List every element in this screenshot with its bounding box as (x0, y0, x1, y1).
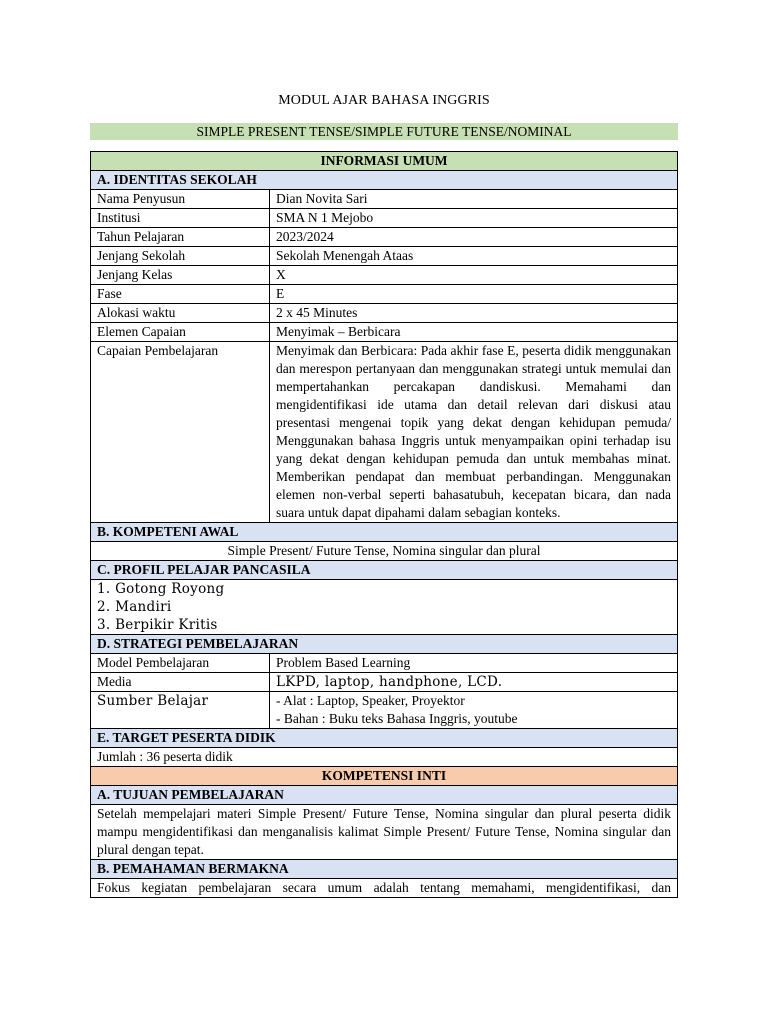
table-row (91, 580, 678, 635)
row-value: Menyimak – Berbicara (270, 323, 678, 342)
row-label: Sumber Belajar (91, 692, 270, 729)
kompetensi-inti-heading: KOMPETENSI INTI (91, 767, 678, 786)
section-profil (91, 561, 678, 580)
strategi-heading: D. STRATEGI PEMBELAJARAN (91, 635, 678, 654)
table-row (91, 285, 678, 304)
table-row (91, 304, 678, 323)
profil-heading: C. PROFIL PELAJAR PANCASILA (91, 561, 678, 580)
informasi-umum-heading: INFORMASI UMUM (91, 152, 678, 171)
row-label: Capaian Pembelajaran (91, 342, 270, 523)
pemahaman-text: Fokus kegiatan pembelajaran secara umum adalah tentang memahami, mengidentifikasi, dan (91, 879, 678, 898)
modul-table (90, 151, 678, 898)
tujuan-text: Setelah mempelajari materi Simple Present/ Future Tense, Nomina singular dan plural peserta didik mampu mengidentifikasi dan menganalisis kalimat Simple Present/ Future Tense, Nomina singular dan plural dengan tepat. (91, 805, 678, 860)
table-row (91, 879, 678, 898)
row-value: Dian Novita Sari (270, 190, 678, 209)
row-value (270, 692, 678, 729)
table-row (91, 209, 678, 228)
list-item: - Alat : Laptop, Speaker, Proyektor (276, 693, 465, 708)
row-label: Elemen Capaian (91, 323, 270, 342)
list-item: 3. Berpikir Kritis (97, 617, 218, 633)
row-label: Jenjang Sekolah (91, 247, 270, 266)
table-row (91, 748, 678, 767)
table-row (91, 692, 678, 729)
target-text: Jumlah : 36 peserta didik (91, 748, 678, 767)
list-item: 1. Gotong Royong (97, 581, 225, 597)
row-label: Tahun Pelajaran (91, 228, 270, 247)
row-label: Alokasi waktu (91, 304, 270, 323)
row-label: Jenjang Kelas (91, 266, 270, 285)
row-value: 2023/2024 (270, 228, 678, 247)
section-tujuan (91, 786, 678, 805)
document-subtitle: SIMPLE PRESENT TENSE/SIMPLE FUTURE TENSE/NOMINAL (90, 123, 678, 140)
table-row (91, 228, 678, 247)
row-label: Fase (91, 285, 270, 304)
row-label: Model Pembelajaran (91, 654, 270, 673)
section-pemahaman (91, 860, 678, 879)
target-heading: E. TARGET PESERTA DIDIK (91, 729, 678, 748)
list-item: - Bahan : Buku teks Bahasa Inggris, youtube (276, 711, 518, 726)
list-item: 2. Mandiri (97, 599, 172, 615)
informasi-umum-header (91, 152, 678, 171)
tujuan-heading: A. TUJUAN PEMBELAJARAN (91, 786, 678, 805)
capaian-pembelajaran-text: Menyimak dan Berbicara: Pada akhir fase E, peserta didik menggunakan dan merespon pertanyaan dan menggunakan strategi untuk memulai dan mempertahankan percakapan dandiskusi. Memahami dan mengidentifikasi ide utama dan detail relevan dari diskusi atau presentasi mengenai topik yang dekat dengan kehidupan pemuda/ Menggunakan bahasa Inggris untuk menyampaikan opini terhadap isu yang dekat dengan kehidupan pemuda dan untuk membahas minat. Memberikan pendapat dan membuat perbandingan. Menggunakan elemen non-verbal seperti bahasatubuh, kecepatan bicara, dan nada suara untuk dapat dipahami dalam sebagian konteks. (270, 342, 678, 523)
section-identitas (91, 171, 678, 190)
table-row (91, 805, 678, 860)
row-value: Sekolah Menengah Ataas (270, 247, 678, 266)
identitas-heading: A. IDENTITAS SEKOLAH (91, 171, 678, 190)
table-row (91, 247, 678, 266)
table-row (91, 190, 678, 209)
row-value: E (270, 285, 678, 304)
row-value: LKPD, laptop, handphone, LCD. (270, 673, 678, 692)
table-row (91, 673, 678, 692)
row-value: SMA N 1 Mejobo (270, 209, 678, 228)
table-row (91, 542, 678, 561)
row-label: Nama Penyusun (91, 190, 270, 209)
profil-list (91, 580, 678, 635)
row-label: Media (91, 673, 270, 692)
section-target (91, 729, 678, 748)
row-value: X (270, 266, 678, 285)
kompetensi-awal-heading: B. KOMPETENI AWAL (91, 523, 678, 542)
row-value: 2 x 45 Minutes (270, 304, 678, 323)
row-value: Problem Based Learning (270, 654, 678, 673)
document-title: MODUL AJAR BAHASA INGGRIS (278, 93, 490, 108)
row-label: Institusi (91, 209, 270, 228)
pemahaman-heading: B. PEMAHAMAN BERMAKNA (91, 860, 678, 879)
table-row (91, 342, 678, 523)
section-kompetensi-awal (91, 523, 678, 542)
table-row (91, 323, 678, 342)
table-row (91, 654, 678, 673)
table-row (91, 266, 678, 285)
section-strategi (91, 635, 678, 654)
kompetensi-inti-header (91, 767, 678, 786)
kompetensi-awal-text: Simple Present/ Future Tense, Nomina singular dan plural (91, 542, 678, 561)
